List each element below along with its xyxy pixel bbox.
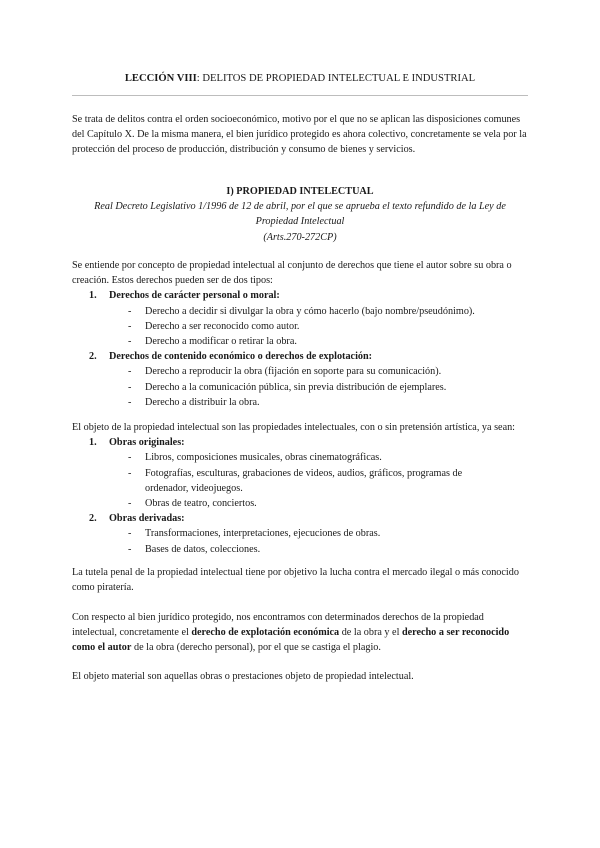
list-label: Obras originales: bbox=[109, 437, 185, 449]
page-title bbox=[72, 71, 528, 86]
title-divider bbox=[72, 95, 528, 96]
economic-exploitation-right: derecho de explotación económica bbox=[191, 627, 340, 639]
list-item: - Derecho a reproducir la obra (fijación en soporte para su comunicación). bbox=[128, 366, 442, 378]
article-reference: (Arts.270-272CP) bbox=[263, 231, 337, 243]
list-item: - Derecho a distribuir la obra. bbox=[128, 396, 260, 408]
list-item: - Bases de datos, colecciones. bbox=[128, 543, 261, 555]
list-item: - Transformaciones, interpretaciones, ejecuciones de obras. bbox=[128, 528, 381, 540]
lesson-title: : DELITOS DE PROPIEDAD INTELECTUAL E INDUSTRIAL bbox=[196, 73, 476, 84]
list-label: Derechos de contenido económico o derechos de explotación: bbox=[109, 351, 373, 363]
legal-good-block bbox=[72, 610, 528, 656]
list-item: - Derecho a decidir si divulgar la obra y cómo hacerlo (bajo nombre/pseudónimo). bbox=[128, 305, 475, 317]
concept-paragraph: Se entiende por concepto de propiedad intelectual al conjunto de derechos que tiene el autor sobre su obra o creación. Estos derechos pueden ser de dos tipos: bbox=[72, 260, 512, 287]
law-reference: Real Decreto Legislativo 1/1996 de 12 de abril, por el que se aprueba el texto refundido de la Ley de Propiedad Intelectual bbox=[94, 201, 506, 228]
list-label: Obras derivadas: bbox=[109, 513, 185, 525]
object-block bbox=[72, 420, 528, 557]
moral-rights-sublist bbox=[72, 304, 528, 350]
tutela-block bbox=[72, 565, 528, 595]
list-number: 2. bbox=[89, 351, 97, 363]
rights-type-2 bbox=[72, 349, 528, 364]
list-item: - Fotografías, esculturas, grabaciones de videos, audios, gráficos, programas de ordenador, videojuegos. bbox=[128, 467, 463, 494]
list-item: - Derecho a la comunicación pública, sin previa distribución de ejemplares. bbox=[128, 381, 447, 393]
rights-type-1 bbox=[72, 288, 528, 303]
works-type-1 bbox=[72, 435, 528, 450]
list-item: - Derecho a ser reconocido como autor. bbox=[128, 320, 300, 332]
original-works-sublist bbox=[72, 450, 528, 511]
material-object-block bbox=[72, 669, 528, 684]
works-list-2 bbox=[72, 511, 528, 526]
intro-paragraph: Se trata de delitos contra el orden socioeconómico, motivo por el que no se aplican las disposiciones comunes del Capítulo X. De la misma manera, el bien jurídico protegido es ahora colectivo, concretamente se vela por la protección del proceso de producción, distribución y consumo de bienes y servicios. bbox=[72, 114, 527, 156]
list-item: - Libros, composiciones musicales, obras cinematográficas. bbox=[128, 452, 382, 464]
rights-list-2 bbox=[72, 349, 528, 364]
concept-block bbox=[72, 258, 528, 410]
list-label: Derechos de carácter personal o moral: bbox=[109, 290, 280, 302]
rights-list bbox=[72, 288, 528, 303]
works-list bbox=[72, 435, 528, 450]
section-heading: I) PROPIEDAD INTELECTUAL bbox=[226, 186, 374, 197]
lesson-number: LECCIÓN VIII bbox=[124, 73, 197, 84]
list-number: 1. bbox=[89, 290, 97, 302]
section-heading-block bbox=[72, 184, 528, 245]
material-object-paragraph: El objeto material son aquellas obras o prestaciones objeto de propiedad intelectual. bbox=[72, 671, 414, 682]
list-item: - Obras de teatro, conciertos. bbox=[128, 498, 257, 510]
legal-good-paragraph: Con respecto al bien jurídico protegido, nos encontramos con determinados derechos de la propiedad intelectual, concretamente el derecho de explotación económica de la obra y el derecho a ser reconocido como el autor de la obra (derecho personal), por el que se castiga el plagio. bbox=[72, 612, 510, 654]
intro-paragraph-block bbox=[72, 112, 528, 158]
object-paragraph: El objeto de la propiedad intelectual son las propiedades intelectuales, con o sin pretensión artística, ya sean: bbox=[72, 422, 516, 433]
works-type-2 bbox=[72, 511, 528, 526]
economic-rights-sublist bbox=[72, 364, 528, 410]
list-number: 1. bbox=[89, 437, 97, 449]
authorship-right: derecho a ser reconocido como el autor bbox=[72, 627, 510, 654]
list-number: 2. bbox=[89, 513, 97, 525]
tutela-paragraph: La tutela penal de la propiedad intelectual tiene por objetivo la lucha contra el mercado ilegal o más conocido como piratería. bbox=[72, 567, 519, 594]
list-item: - Derecho a modificar o retirar la obra. bbox=[128, 336, 297, 348]
derived-works-sublist bbox=[72, 526, 528, 556]
